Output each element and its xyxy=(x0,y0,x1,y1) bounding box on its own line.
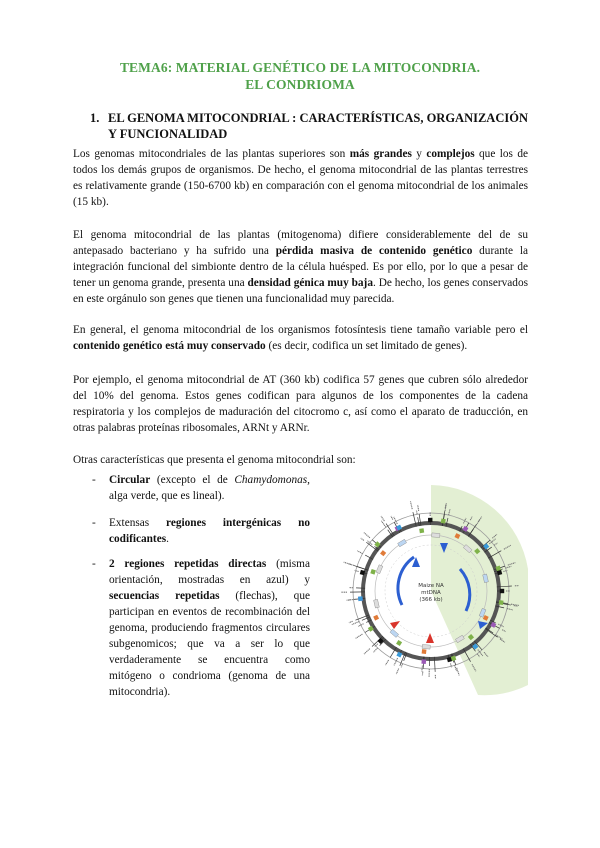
bullet-circular xyxy=(92,472,310,504)
title-line-1: TEMA6: MATERIAL GENÉTICO DE LA MITOCONDRIA. xyxy=(119,60,481,75)
p2-bold-densidad: densidad génica muy baja xyxy=(247,277,373,289)
bullet-repeats xyxy=(92,556,310,700)
p1-text-a: Los genomas mitocondriales de las plantas superiores son xyxy=(73,148,350,160)
gene-box xyxy=(421,659,426,664)
bullet-list-2 xyxy=(92,515,310,547)
gene-box xyxy=(441,519,446,524)
inner-feature-block xyxy=(432,533,440,538)
mtdna-map-figure xyxy=(328,473,528,701)
section-number: 1. xyxy=(90,111,100,125)
gene-box xyxy=(422,649,427,654)
bullet-text: (flechas), que participan en eventos de recombinación del genoma, produciendo fragmentos circulares subgenomicos; que va a ser lo que verdaderamente se encuentra como mitógeno o condrioma (genoma de una mitocondria). xyxy=(109,590,310,698)
bullet-text: . xyxy=(166,533,169,545)
p3-text-a: En general, el genoma mitocondrial de los organismos fotosíntesis tiene tamaño variable pero el xyxy=(73,324,528,336)
bullet-list-1 xyxy=(92,472,310,504)
paragraph-4: Por ejemplo, el genoma mitocondrial de AT (360 kb) codifica 57 genes que cubren sólo alrededor del 10% del genoma. Estos genes codifican para algunos de los componentes de la cadena respiratoria y los complejos de maduración del citocromo c, así como el aparato de traducción, en otras palabras proteínas ribosomales, ARNt y ARNr. xyxy=(73,374,528,434)
p3-text-c: (es decir, codifica un set limitado de genes). xyxy=(265,340,468,352)
bullet-list-3 xyxy=(92,556,310,700)
p2-text-e: . De hecho, los genes conservados en este orgánulo son genes que tienen una funcionalidad muy parecida. xyxy=(73,277,528,305)
center-label-line-1: Maize NA xyxy=(418,583,444,589)
p1-bold-mas-grandes: más grandes xyxy=(349,148,412,160)
paragraph-1 xyxy=(73,146,528,210)
bullet-bold-regiones: regiones intergénicas no codificantes xyxy=(109,517,311,545)
bullet-italic-species: Chamydomonas, xyxy=(234,474,310,486)
bullet-dash: - xyxy=(92,517,96,529)
gene-box xyxy=(499,600,504,605)
bullet-text: alga verde, que es lineal). xyxy=(109,490,225,502)
gene-box xyxy=(428,518,432,522)
paragraph-2 xyxy=(73,227,528,307)
section-heading xyxy=(90,110,530,142)
paragraph-3 xyxy=(73,322,528,354)
p3-bold-contenido: contenido genético está muy conservado xyxy=(73,340,266,352)
center-label-line-2: mtDNA xyxy=(421,590,441,596)
bullet-intergenic xyxy=(92,515,310,547)
center-label-line-3: (366 kb) xyxy=(419,597,443,603)
p1-text-c: y xyxy=(411,148,427,160)
p2-text-c: durante la integración funcional del simbionte dentro de la célula huésped. Es por ello, por lo que a pesar de tener un genoma grande, presenta una xyxy=(73,245,528,289)
bullet-text: Extensas xyxy=(109,517,167,529)
p1-text-e: que los de todos los demás grupos de organismos. De hecho, el genoma mitocondrial de las plantas terrestres es relativamente grande (150-6700 kb) en comparación con el genoma mitocondrial de los animales (15 kb). xyxy=(73,148,528,208)
section-title: EL GENOMA MITOCONDRIAL : CARACTERÍSTICAS, ORGANIZACIÓN Y FUNCIONALIDAD xyxy=(108,111,528,141)
bullet-text: (misma orientación, mostradas en azul) y xyxy=(109,558,310,586)
bullet-dash: - xyxy=(92,474,96,486)
bullet-bold-circular: Circular xyxy=(109,474,151,486)
gene-box xyxy=(358,596,363,601)
bullet-bold-repetidas: 2 regiones repetidas directas xyxy=(109,558,267,570)
bullet-text: (excepto el de xyxy=(150,474,235,486)
inner-feature-block xyxy=(422,644,430,649)
paragraph-5: Otras características que presenta el genoma mitocondrial son: xyxy=(73,454,356,466)
p1-bold-complejos: complejos xyxy=(426,148,475,160)
bullet-dash: - xyxy=(92,558,96,570)
gene-box xyxy=(500,589,504,593)
bullet-bold-secuencias: secuencias repetidas xyxy=(109,590,220,602)
gene-box xyxy=(419,528,424,533)
title-line-2: EL CONDRIOMA xyxy=(245,77,355,92)
p2-bold-perdida: pérdida masiva de contenido genético xyxy=(275,245,473,257)
p2-text-a: El genoma mitocondrial de las plantas (mitogenoma) difiere considerablemente del de su antepasado bacteriano y ha sufrido una xyxy=(73,229,528,257)
